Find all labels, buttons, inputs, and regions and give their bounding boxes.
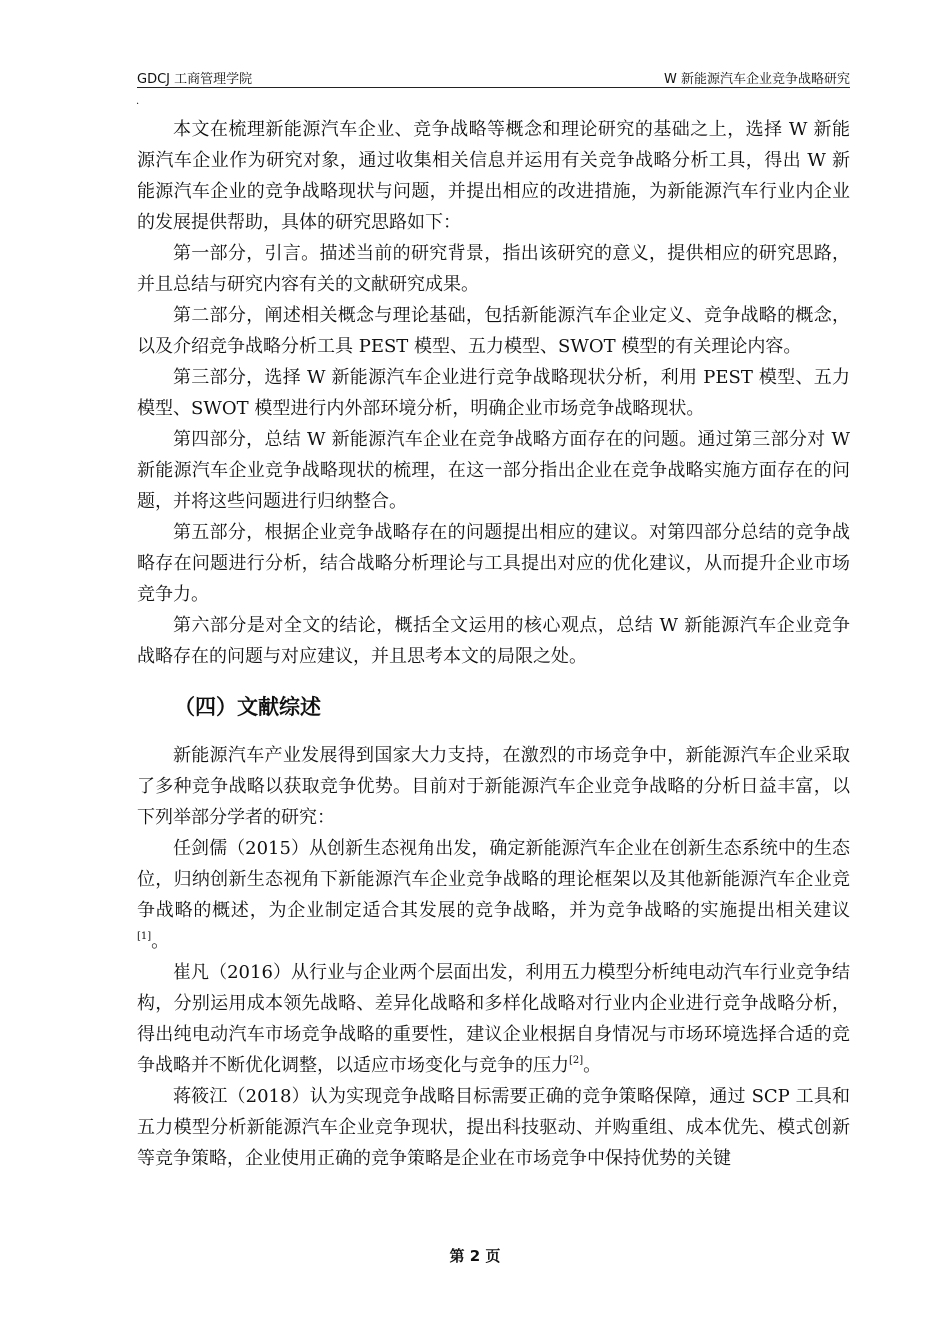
review-text-tail: 。	[151, 931, 170, 952]
section-heading: （四）文献综述	[174, 695, 321, 719]
review-paragraph	[137, 740, 850, 833]
review-text: 崔凡（2016）从行业与企业两个层面出发，利用五力模型分析纯电动汽车行业竞争结构，分别运用成本领先战略、差异化战略和多样化战略对行业内企业进行竞争战略分析，得出纯电动汽车市场竞争战略的重要性，建议企业根据自身情况与市场环境选择合适的竞争战略并不断优化调整，以适应市场变化与竞争的压力	[137, 962, 850, 1076]
page-header	[137, 62, 850, 88]
paragraph-marker: .	[136, 96, 140, 107]
review-paragraph	[137, 1081, 850, 1174]
body-paragraph: 第三部分，选择 W 新能源汽车企业进行竞争战略现状分析，利用 PEST 模型、五力模型、SWOT 模型进行内外部环境分析，明确企业市场竞争战略现状。	[137, 367, 850, 419]
review-text-tail: 。	[583, 1055, 602, 1076]
citation-ref: [2]	[569, 1055, 584, 1066]
body-paragraph: 本文在梳理新能源汽车企业、竞争战略等概念和理论研究的基础之上，选择 W 新能源汽车企业作为研究对象，通过收集相关信息并运用有关竞争战略分析工具，得出 W 新能源汽车企业的竞争战略现状与问题，并提出相应的改进措施，为新能源汽车行业内企业的发展提供帮助，具体的研究思路如下：	[137, 119, 850, 233]
review-text: 新能源汽车产业发展得到国家大力支持，在激烈的市场竞争中，新能源汽车企业采取了多种竞争战略以获取竞争优势。目前对于新能源汽车企业竞争战略的分析日益丰富，以下列举部分学者的研究：	[137, 745, 850, 828]
citation-ref: [1]	[137, 931, 152, 942]
body-paragraph: 第四部分，总结 W 新能源汽车企业在竞争战略方面存在的问题。通过第三部分对 W 新能源汽车企业竞争战略现状的梳理，在这一部分指出企业在竞争战略实施方面存在的问题，并将这些问题进行归纳整合。	[137, 429, 850, 512]
page-body	[137, 114, 850, 1174]
review-paragraph	[137, 957, 850, 1081]
header-rule	[137, 87, 850, 88]
body-paragraph: 第五部分，根据企业竞争战略存在的问题提出相应的建议。对第四部分总结的竞争战略存在问题进行分析，结合战略分析理论与工具提出对应的优化建议，从而提升企业市场竞争力。	[137, 522, 850, 605]
page-number: 第 2 页	[449, 1247, 501, 1265]
body-paragraph: 第二部分，阐述相关概念与理论基础，包括新能源汽车企业定义、竞争战略的概念，以及介绍竞争战略分析工具 PEST 模型、五力模型、SWOT 模型的有关理论内容。	[137, 305, 850, 357]
review-text: 任剑儒（2015）从创新生态视角出发，确定新能源汽车企业在创新生态系统中的生态位，归纳创新生态视角下新能源汽车企业竞争战略的理论框架以及其他新能源汽车企业竞争战略的概述，为企业制定适合其发展的竞争战略，并为竞争战略的实施提出相关建议	[137, 838, 850, 921]
body-paragraph: 第六部分是对全文的结论，概括全文运用的核心观点，总结 W 新能源汽车企业竞争战略存在的问题与对应建议，并且思考本文的局限之处。	[137, 615, 850, 667]
review-text: 蒋筱江（2018）认为实现竞争战略目标需要正确的竞争策略保障，通过 SCP 工具和五力模型分析新能源汽车企业竞争现状，提出科技驱动、并购重组、成本优先、模式创新等竞争策略，企业使用正确的竞争策略是企业在市场竞争中保持优势的关键	[137, 1086, 850, 1169]
header-thesis-title: W 新能源汽车企业竞争战略研究	[664, 72, 850, 87]
header-institution: GDCJ 工商管理学院	[137, 72, 253, 87]
body-paragraph: 第一部分，引言。描述当前的研究背景，指出该研究的意义，提供相应的研究思路，并且总结与研究内容有关的文献研究成果。	[137, 243, 850, 295]
review-paragraph	[137, 833, 850, 957]
